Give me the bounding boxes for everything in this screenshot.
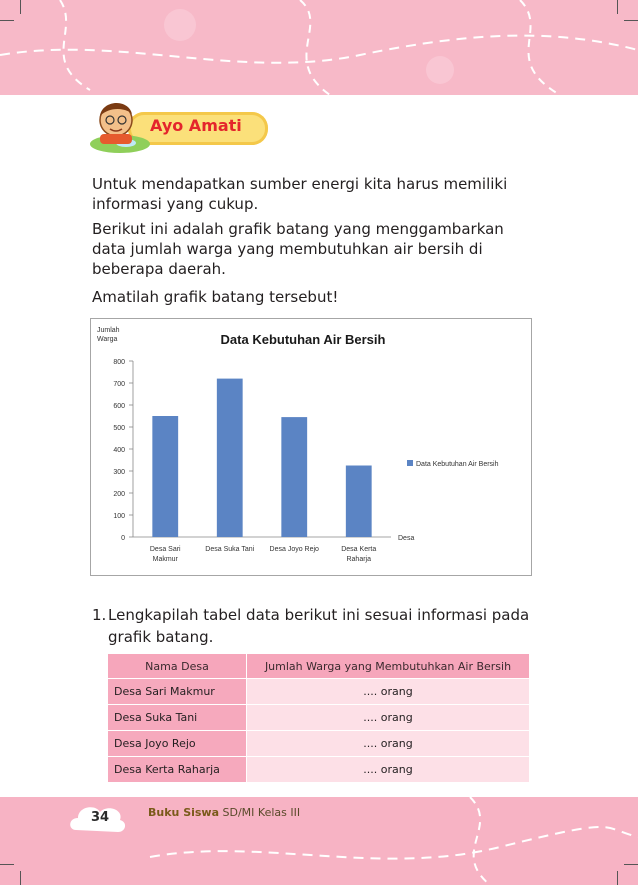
data-table (107, 653, 530, 783)
table-cell-name: Desa Sari Makmur (108, 679, 247, 705)
bar-chart-svg (91, 319, 531, 575)
x-tick-label: Desa Suka Tani (205, 546, 255, 553)
table-cell-name: Desa Kerta Raharja (108, 757, 247, 783)
y-tick-label: 700 (113, 381, 125, 388)
bar (346, 466, 372, 538)
chart-ylabel: Jumlah (97, 327, 120, 334)
x-tick-label: Makmur (152, 556, 178, 563)
table-header-row (108, 654, 530, 679)
chart-ylabel: Warga (97, 336, 118, 343)
paragraph-instruction: Amatilah grafik batang tersebut! (92, 288, 339, 306)
section-badge-label: Ayo Amati (150, 116, 242, 135)
crop-mark (20, 0, 21, 14)
table-cell-name: Desa Joyo Rejo (108, 731, 247, 757)
paragraph-description: Berikut ini adalah grafik batang yang menggambarkan data jumlah warga yang membutuhkan air bersih di beberapa daerah. (92, 220, 504, 278)
y-tick-label: 300 (113, 469, 125, 476)
crop-mark (624, 20, 638, 21)
boy-mascot-icon (86, 96, 156, 156)
top-band-pattern (0, 0, 638, 95)
table-header-name: Nama Desa (108, 654, 247, 679)
crop-mark (0, 864, 14, 865)
legend-label: Data Kebutuhan Air Bersih (416, 461, 499, 468)
table-row (108, 757, 530, 783)
book-title-rest: SD/MI Kelas III (219, 806, 301, 819)
table-cell-count: .... orang (247, 757, 530, 783)
table-cell-count: .... orang (247, 705, 530, 731)
chart-xlabel: Desa (398, 535, 415, 542)
table-row (108, 731, 530, 757)
page-number: 34 (91, 810, 110, 825)
crop-mark (617, 0, 618, 14)
book-footer (148, 806, 300, 819)
x-tick-label: Desa Kerta (341, 546, 377, 553)
question-text: Lengkapilah tabel data berikut ini sesuai informasi pada grafik batang. (108, 606, 530, 646)
table-header-count: Jumlah Warga yang Membutuhkan Air Bersih (247, 654, 530, 679)
y-tick-label: 500 (113, 425, 125, 432)
table-cell-name: Desa Suka Tani (108, 705, 247, 731)
paragraph-intro: Untuk mendapatkan sumber energi kita harus memiliki informasi yang cukup. (92, 175, 508, 213)
bar (217, 379, 243, 537)
x-tick-label: Desa Sari (149, 546, 181, 553)
table-cell-count: .... orang (247, 679, 530, 705)
table-row (108, 705, 530, 731)
crop-mark (0, 20, 14, 21)
bar (152, 416, 178, 537)
x-tick-label: Desa Joyo Rejo (269, 546, 319, 553)
bar (281, 417, 307, 537)
y-tick-label: 400 (113, 447, 125, 454)
legend-swatch (407, 460, 413, 466)
y-tick-label: 200 (113, 491, 125, 498)
y-tick-label: 600 (113, 403, 125, 410)
crop-mark (617, 871, 618, 885)
bar-chart (90, 318, 532, 576)
table-row (108, 679, 530, 705)
chart-title: Data Kebutuhan Air Bersih (220, 332, 386, 347)
crop-mark (624, 864, 638, 865)
table-cell-count: .... orang (247, 731, 530, 757)
y-tick-label: 800 (113, 359, 125, 366)
y-tick-label: 0 (121, 535, 125, 542)
book-title-bold: Buku Siswa (148, 806, 220, 819)
crop-mark (20, 871, 21, 885)
question-number: 1. (92, 606, 107, 624)
y-tick-label: 100 (113, 513, 125, 520)
x-tick-label: Raharja (346, 556, 372, 563)
